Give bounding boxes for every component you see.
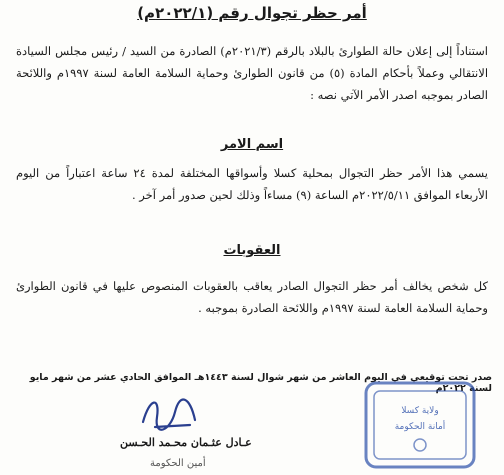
official-stamp xyxy=(360,375,480,475)
signer-name: عـادل عثـمان محـمد الحـسن xyxy=(120,436,252,449)
issue-dateline: صدر تحت توقيعي في اليوم العاشر من شهر شوال لسنة ١٤٤٣هـ الموافق الحادي عشر من شهر مايو لسنة ٢٠٢٢م xyxy=(29,372,492,394)
penalty-paragraph: كل شخص يخالف أمر حظر التجوال الصادر يعاقب بالعقوبات المنصوص عليها في قانون الطوارئ وحماية السلامة العامة لسنة ١٩٩٧م واللائحة الصادرة بموجبه . xyxy=(16,279,488,315)
svg-text:ولاية كسلا: ولاية كسلا xyxy=(401,406,439,416)
document-title: أمر حظر تجوال رقم (٢٠٢٢/١م) xyxy=(137,4,367,22)
order-heading: اسم الامر xyxy=(220,137,284,152)
svg-text:أمانة الحكومة: أمانة الحكومة xyxy=(394,422,446,432)
handwritten-signature xyxy=(135,392,205,434)
intro-paragraph: استناداً إلى إعلان حالة الطوارئ بالبلاد بالرقم (٢٠٢١/٣م) الصادرة من السيد / رئيس مجلس السيادة الانتقالي وعملاً بأحكام المادة (٥) من قانون الطوارئ وحماية السلامة العامة لسنة ١٩٩٧م واللائحة الصادر بموجبه اصدر الأمر الآتي نصه : xyxy=(16,44,489,102)
penalty-heading: العقوبات xyxy=(223,243,281,258)
signer-title: أمين الحكومة xyxy=(150,458,206,469)
order-paragraph: يسمي هذا الأمر حظر التجوال بمحلية كسلا وأسواقها المختلفة لمدة ٢٤ ساعة اعتباراً من اليوم الأربعاء الموافق ٢٠٢٢/٥/١١م الساعة (٩) مساءاً وذلك لحين صدور أمر آخر . xyxy=(16,166,489,202)
